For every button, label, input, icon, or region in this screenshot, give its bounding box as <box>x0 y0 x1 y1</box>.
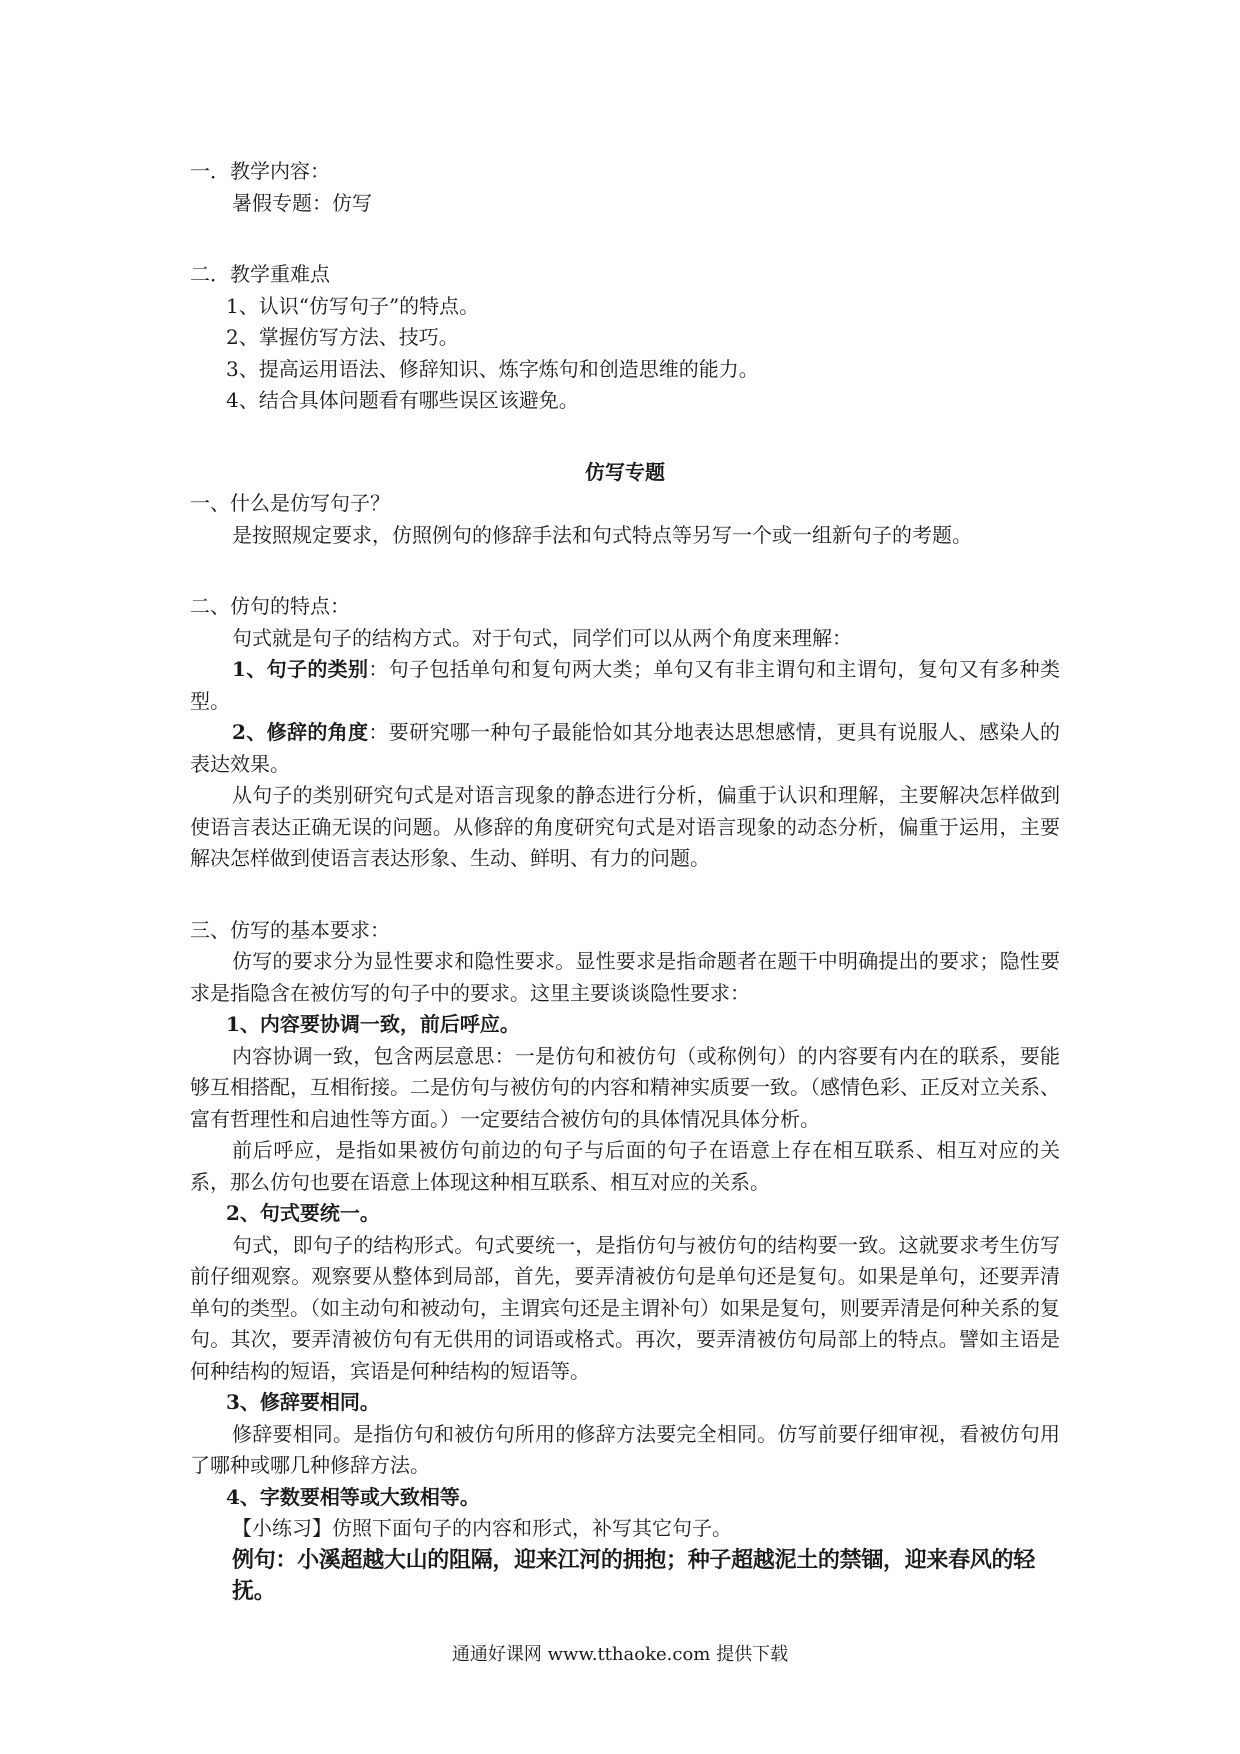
req4-title: 4、字数要相等或大致相等。 <box>226 1484 480 1509</box>
q1-heading: 一、什么是仿写句子？ <box>190 491 390 515</box>
point2-text: ：要研究哪一种句子最能恰如其分地表达思想感情，更具有说服人、感染人的表达效果。 <box>190 720 1061 776</box>
objective-item: 4、结合具体问题看有哪些误区该避免。 <box>226 388 579 412</box>
req1-paragraph: 前后呼应，是指如果被仿句前边的句子与后面的句子在语意上存在相互联系、相互对应的关系，那么仿句也要在语意上体现这种相互联系、相互对应的关系。 <box>190 1138 1060 1194</box>
req1-paragraph: 内容协调一致，包含两层意思：一是仿句和被仿句（或称例句）的内容要有内在的联系，要能够互相搭配，互相衔接。二是仿句与被仿句的内容和精神实质要一致。（感情色彩、正反对立关系、富有哲理性和启迪性等方面。）一定要结合被仿句的具体情况具体分析。 <box>190 1043 1060 1131</box>
req2-title: 2、句式要统一。 <box>226 1201 380 1225</box>
section1-heading: 一．教学内容： <box>190 159 330 183</box>
point1-text: ：句子包括单句和复句两大类；单句又有非主谓句和主谓句，复句又有多种类型。 <box>190 657 1061 713</box>
req3-title: 3、修辞要相同。 <box>226 1390 380 1414</box>
spacer <box>190 417 1060 457</box>
example-sentence: 例句：小溪超越大山的阻隔，迎来江河的拥抱；种子超越泥土的禁锢，迎来春风的轻抚。 <box>232 1547 1035 1604</box>
q3-intro: 仿写的要求分为显性要求和隐性要求。显性要求是指命题者在题干中明确提出的要求；隐性要求是指隐含在被仿写的句子中的要求。这里主要谈谈隐性要求： <box>190 949 1060 1005</box>
objective-item: 1、认识“仿写句子”的特点。 <box>226 293 480 318</box>
spacer <box>190 219 1060 259</box>
q2-point2 <box>190 717 1060 780</box>
req2-paragraph: 句式，即句子的结构形式。句式要统一，是指仿句与被仿句的结构要一致。这就要求考生仿写前仔细观察。观察要从整体到局部，首先，要弄清被仿句是单句还是复句。如果是单句，还要弄清单句的类型。（如主动句和被动句，主谓宾句还是主谓补句）如果是复句，则要弄清是何种关系的复句。其次，要弄清被仿句有无供用的词语或格式。再次，要弄清被仿句局部上的特点。譬如主语是何种结构的短语，宾语是何种结构的短语等。 <box>190 1232 1060 1383</box>
req3-paragraph: 修辞要相同。是指仿句和被仿句所用的修辞方法要完全相同。仿写前要仔细审视，看被仿句用了哪种或哪几种修辞方法。 <box>190 1421 1060 1477</box>
q2-summary: 从句子的类别研究句式是对语言现象的静态进行分析，偏重于认识和理解，主要解决怎样做到使语言表达正确无误的问题。从修辞的角度研究句式是对语言现象的动态分析，偏重于运用，主要解决怎样做到使语言表达形象、生动、鲜明、有力的问题。 <box>190 783 1060 870</box>
document-body <box>190 156 1060 1608</box>
spacer <box>190 875 1060 915</box>
q2-heading: 二、仿句的特点： <box>190 594 350 618</box>
section1-content: 暑假专题：仿写 <box>232 190 372 215</box>
page-footer: 通通好课网 www.tthaoke.com 提供下载 <box>451 1644 789 1665</box>
q2-intro: 句式就是句子的结构方式。对于句式，同学们可以从两个角度来理解： <box>232 625 852 650</box>
point2-label: 2、修辞的角度 <box>232 720 369 744</box>
spacer <box>190 551 1060 591</box>
point1-label: 1、句子的类别 <box>232 657 369 681</box>
objective-item: 3、提高运用语法、修辞知识、炼字炼句和创造思维的能力。 <box>226 356 759 381</box>
q3-heading: 三、仿写的基本要求： <box>190 917 390 942</box>
exercise-instruction: 【小练习】仿照下面句子的内容和形式，补写其它句子。 <box>232 1516 732 1540</box>
q2-point1 <box>190 654 1060 717</box>
q1-body: 是按照规定要求，仿照例句的修辞手法和句式特点等另写一个或一组新句子的考题。 <box>232 522 972 547</box>
objective-item: 2、掌握仿写方法、技巧。 <box>226 325 459 349</box>
section2-heading: 二．教学重难点 <box>190 262 330 286</box>
topic-title: 仿写专题 <box>585 459 665 484</box>
req1-title: 1、内容要协调一致，前后呼应。 <box>226 1012 520 1036</box>
